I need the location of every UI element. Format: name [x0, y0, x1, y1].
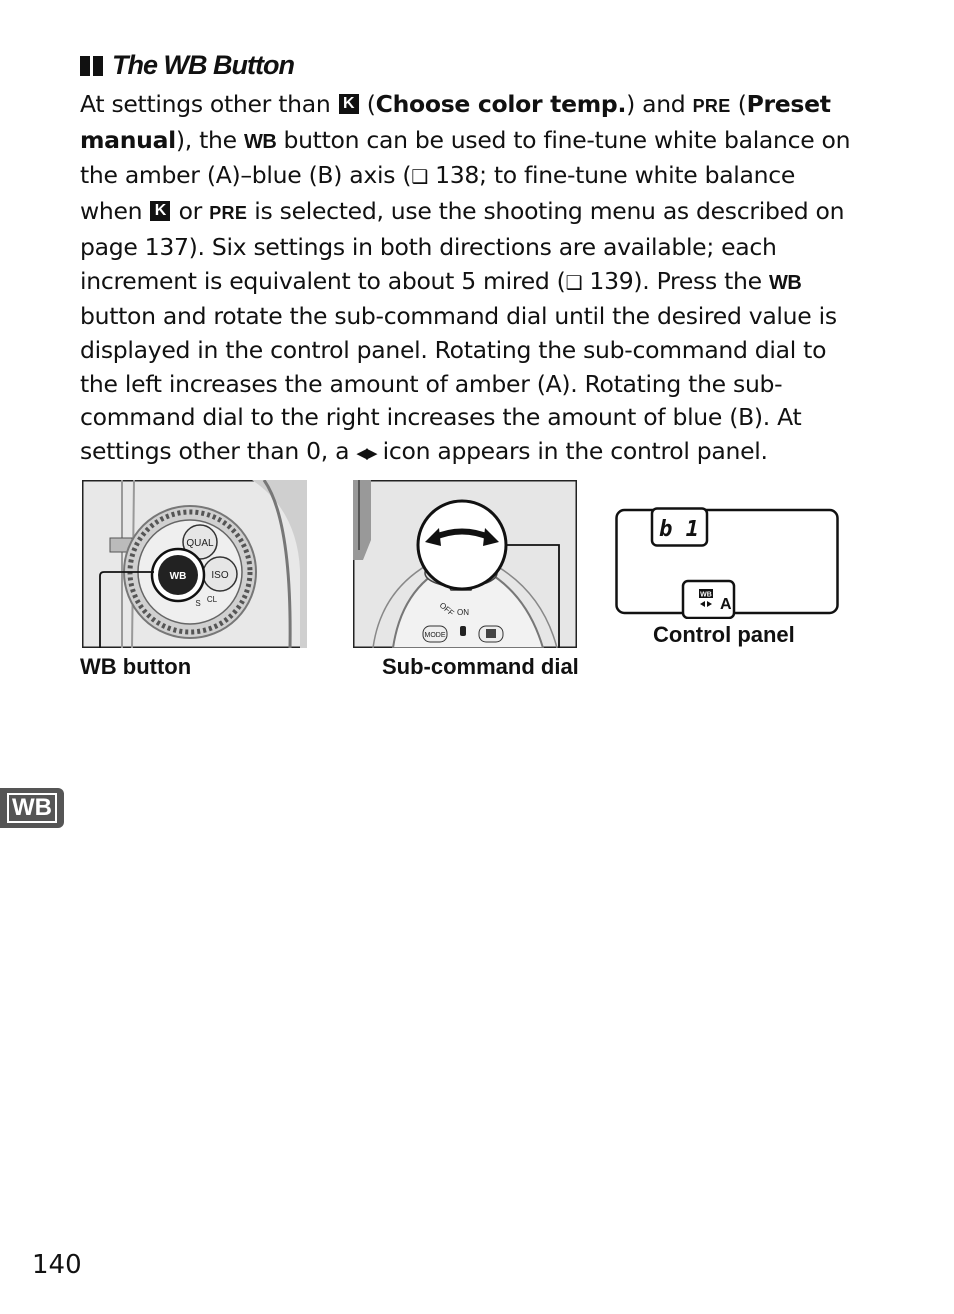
sub-command-dial-caption: Sub-command dial [382, 654, 579, 679]
qual-label: QUAL [186, 538, 214, 549]
sub-command-dial-illustration [353, 480, 577, 648]
wb-icon: WB [243, 130, 277, 153]
panel-a-label: A [720, 596, 732, 613]
text-line: settings other than 0, a ◀▶ icon appears in the control panel. [80, 437, 768, 466]
wb-chapter-icon: WB [7, 793, 57, 823]
text-line: the amber (A)–blue (B) axis (❑ 138; to fine-tune white balance [80, 161, 795, 190]
cl-label: CL [206, 595, 218, 604]
s-label: S [195, 599, 201, 608]
preset-icon: PRE [209, 203, 248, 224]
off-label: OFF [437, 600, 456, 618]
text-line: increment is equivalent to about 5 mired (❑ 139). Press the WB [80, 266, 802, 295]
text-line: button and rotate the sub-command dial until the desired value is [80, 302, 837, 331]
control-panel-illustration [615, 507, 840, 619]
kelvin-icon: K [150, 201, 170, 221]
text-line: page 137). Six settings in both directions are available; each [80, 232, 777, 261]
heading-marker-icon [80, 50, 106, 81]
page-number: 140 [32, 1250, 82, 1280]
kelvin-icon: K [339, 94, 359, 114]
section-heading [80, 50, 294, 81]
text-line: the left increases the amount of amber (A). Rotating the sub- [80, 369, 783, 398]
control-panel-caption: Control panel [653, 622, 795, 647]
text-line: command dial to the right increases the amount of blue (B). At [80, 403, 802, 432]
wb-button-illustration [82, 480, 307, 648]
book-icon: ❑ [411, 166, 428, 189]
iso-label: ISO [211, 570, 229, 581]
wb-icon: WB [768, 271, 802, 294]
book-icon: ❑ [565, 271, 583, 294]
body-paragraph [80, 88, 870, 471]
left-right-arrows-icon: ◀▶ [356, 444, 376, 463]
on-label: ON [457, 608, 469, 617]
wb-dial-label: WB [169, 571, 187, 582]
text-line: At settings other than K (Choose color temp.) and PRE (Preset [80, 90, 831, 118]
preset-icon: PRE [692, 96, 731, 116]
mode-label: MODE [424, 632, 446, 639]
text-line: manual), the WB button can be used to fine-tune white balance on [80, 125, 851, 154]
panel-readout: b 1 [659, 517, 699, 542]
wb-button-caption: WB button [80, 654, 192, 679]
text-line: when K or PRE is selected, use the shooting menu as described on [80, 197, 845, 226]
panel-wb-icon: WB [700, 591, 712, 599]
heading-text: The WB Button [112, 50, 294, 80]
chapter-tab [0, 788, 64, 828]
text-line: displayed in the control panel. Rotating the sub-command dial to [80, 335, 827, 364]
